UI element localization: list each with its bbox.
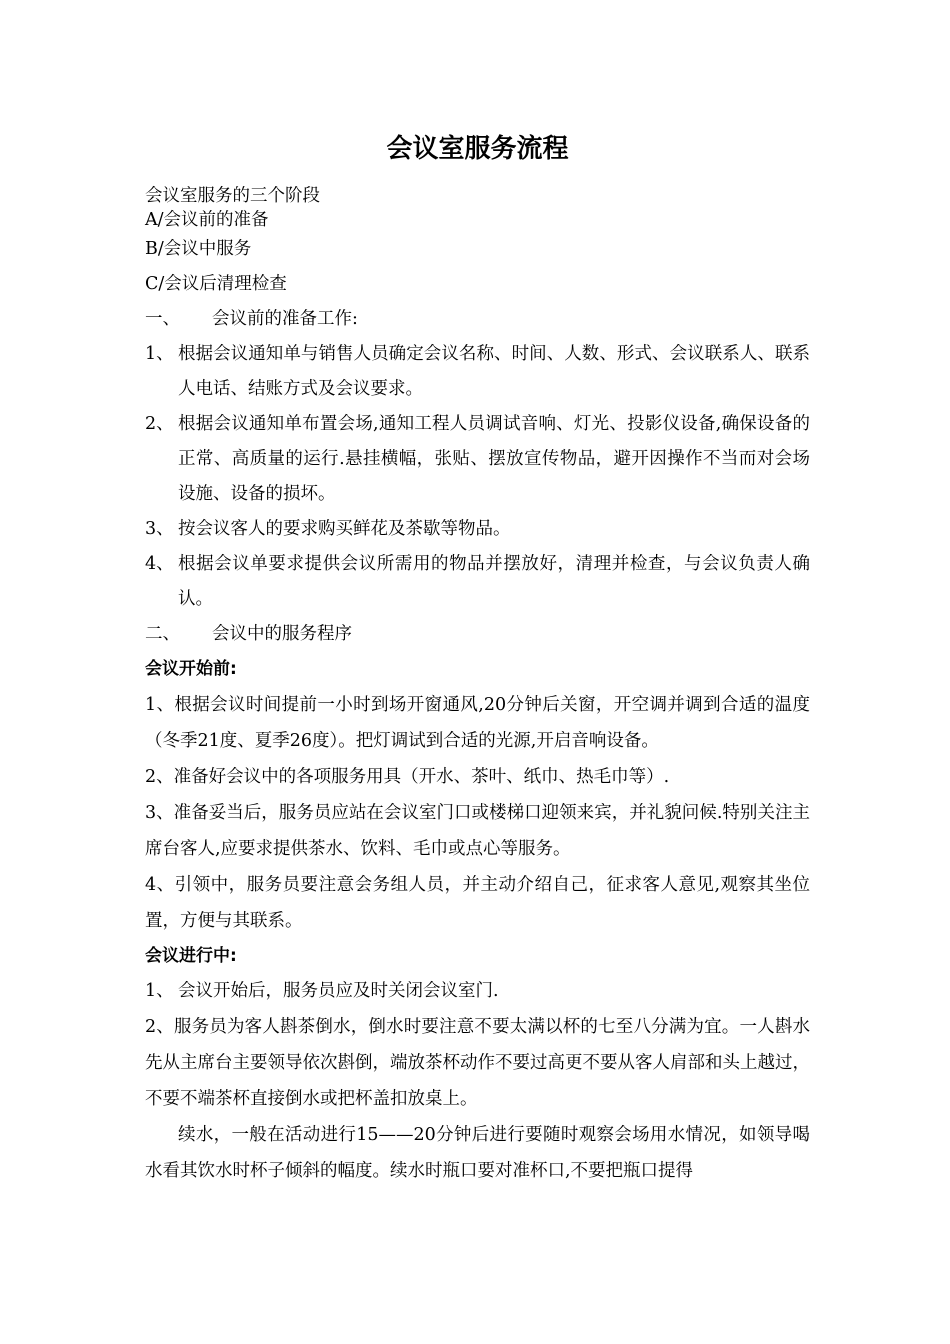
during-meeting-item xyxy=(145,974,810,1009)
section-1-item xyxy=(145,337,810,407)
section-1-heading xyxy=(145,302,810,337)
during-meeting-paragraph: 2、服务员为客人斟茶倒水，倒水时要注意不要太满以杯的七至八分满为宜。一人斟水先从主席台主要领导依次斟倒，端放茶杯动作不要过高更不要从客人肩部和头上越过，不要不端茶杯直接倒水或把杯盖扣放桌上。 xyxy=(145,1017,810,1109)
item-text: 会议开始后，服务员应及时关闭会议室门. xyxy=(178,981,499,1001)
item-text: 根据会议通知单与销售人员确定会议名称、时间、人数、形式、会议联系人、联系人电话、结账方式及会议要求。 xyxy=(178,344,810,399)
item-text: 根据会议单要求提供会议所需用的物品并摆放好，清理并检查，与会议负责人确认。 xyxy=(178,554,810,609)
intro-line: 会议室服务的三个阶段 xyxy=(145,186,320,206)
stage-c: C/会议后清理检查 xyxy=(145,274,287,294)
document-title: 会议室服务流程 xyxy=(386,134,569,164)
before-meeting-paragraph: 1、根据会议时间提前一小时到场开窗通风,20分钟后关窗，开空调并调到合适的温度（冬季21度、夏季26度）。把灯调试到合适的光源,开启音响设备。 xyxy=(145,695,810,751)
before-meeting-paragraph: 4、引领中，服务员要注意会务组人员，并主动介绍自己，征求客人意见,观察其坐位置，方便与其联系。 xyxy=(145,875,810,931)
item-number: 4、 xyxy=(145,554,174,574)
before-meeting-paragraph: 2、准备好会议中的各项服务用具（开水、茶叶、纸巾、热毛巾等）. xyxy=(145,767,670,787)
before-meeting-paragraph: 3、准备妥当后，服务员应站在会议室门口或楼梯口迎领来宾，并礼貌问候.特别关注主席台客人,应要求提供茶水、饮料、毛巾或点心等服务。 xyxy=(145,803,810,859)
item-number: 3、 xyxy=(145,519,174,539)
item-text: 按会议客人的要求购买鲜花及茶歇等物品。 xyxy=(178,519,511,539)
section-2-heading xyxy=(145,617,810,652)
stage-a: A/会议前的准备 xyxy=(145,210,269,230)
section-1-item xyxy=(145,407,810,512)
before-meeting-heading: 会议开始前: xyxy=(145,659,237,679)
section-1-item xyxy=(145,547,810,617)
section-2-number: 二、 xyxy=(145,624,180,644)
item-number: 1、 xyxy=(145,981,174,1001)
document-page xyxy=(145,130,810,1189)
stage-b: B/会议中服务 xyxy=(145,239,252,259)
section-1-item xyxy=(145,512,810,547)
section-1-label: 会议前的准备工作: xyxy=(212,309,358,329)
refill-paragraph: 续水，一般在活动进行15——20分钟后进行要随时观察会场用水情况，如领导喝水看其饮水时杯子倾斜的幅度。续水时瓶口要对准杯口,不要把瓶口提得 xyxy=(145,1125,810,1181)
section-1-number: 一、 xyxy=(145,309,180,329)
item-number: 2、 xyxy=(145,414,174,434)
during-meeting-heading: 会议进行中: xyxy=(145,946,237,966)
section-2-label: 会议中的服务程序 xyxy=(212,624,352,644)
item-text: 根据会议通知单布置会场,通知工程人员调试音响、灯光、投影仪设备,确保设备的正常、高质量的运行.悬挂横幅，张贴、摆放宣传物品，避开因操作不当而对会场设施、设备的损坏。 xyxy=(178,414,810,504)
item-number: 1、 xyxy=(145,344,174,364)
